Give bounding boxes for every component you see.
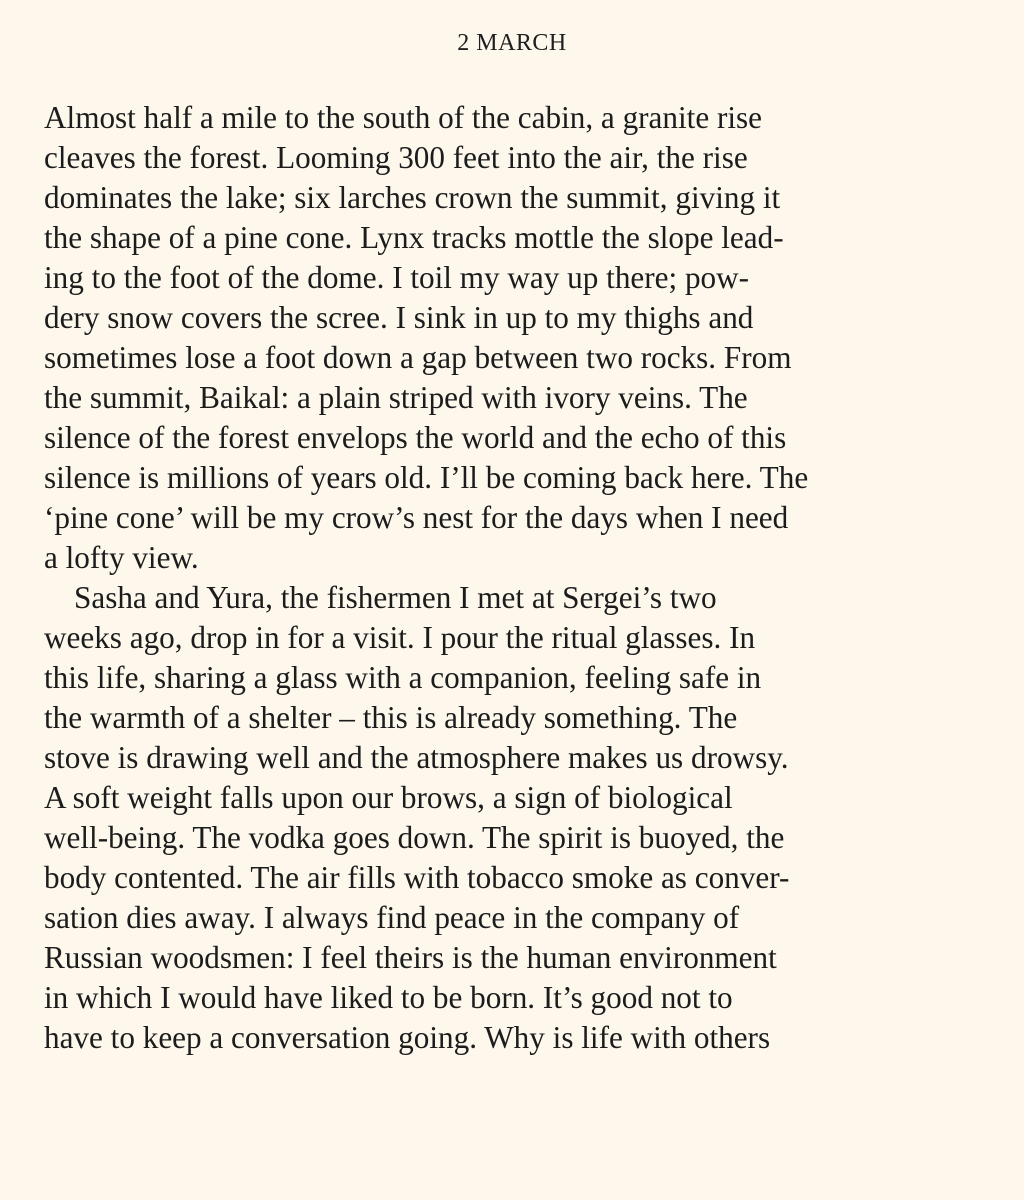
text-line: sometimes lose a foot down a gap between two rocks. From: [44, 340, 792, 375]
text-line: silence of the forest envelops the world and the echo of this: [44, 420, 787, 455]
text-line: body contented. The air fills with tobacco smoke as conver-: [44, 860, 790, 895]
text-line: ‘pine cone’ will be my crow’s nest for the days when I need: [44, 500, 789, 535]
text-line: ing to the foot of the dome. I toil my way up there; pow-: [44, 260, 750, 295]
text-line: stove is drawing well and the atmosphere makes us drowsy.: [44, 740, 789, 775]
running-head-date: 2 MARCH: [457, 30, 567, 56]
paragraph-start-line: Sasha and Yura, the fishermen I met at Sergei’s two: [74, 580, 717, 615]
text-line: in which I would have liked to be born. It’s good not to: [44, 980, 733, 1015]
text-line: sation dies away. I always find peace in the company of: [44, 900, 740, 935]
text-line: cleaves the forest. Looming 300 feet into the air, the rise: [44, 140, 748, 175]
text-line: this life, sharing a glass with a companion, feeling safe in: [44, 660, 762, 695]
text-line: well-being. The vodka goes down. The spirit is buoyed, the: [44, 820, 785, 855]
text-line: the shape of a pine cone. Lynx tracks mottle the slope lead-: [44, 220, 784, 255]
text-line: Almost half a mile to the south of the cabin, a granite rise: [44, 100, 762, 135]
text-line: a lofty view.: [44, 540, 199, 575]
text-line: Russian woodsmen: I feel theirs is the human environment: [44, 940, 777, 975]
text-line: dominates the lake; six larches crown the summit, giving it: [44, 180, 781, 215]
body-text: [44, 98, 994, 1058]
text-line: weeks ago, drop in for a visit. I pour the ritual glasses. In: [44, 620, 756, 655]
text-line: dery snow covers the scree. I sink in up to my thighs and: [44, 300, 754, 335]
text-line: silence is millions of years old. I’ll be coming back here. The: [44, 460, 809, 495]
text-line: the summit, Baikal: a plain striped with ivory veins. The: [44, 380, 748, 415]
text-line: A soft weight falls upon our brows, a sign of biological: [44, 780, 733, 815]
text-line: have to keep a conversation going. Why is life with others: [44, 1020, 771, 1055]
text-line: the warmth of a shelter – this is already something. The: [44, 700, 738, 735]
